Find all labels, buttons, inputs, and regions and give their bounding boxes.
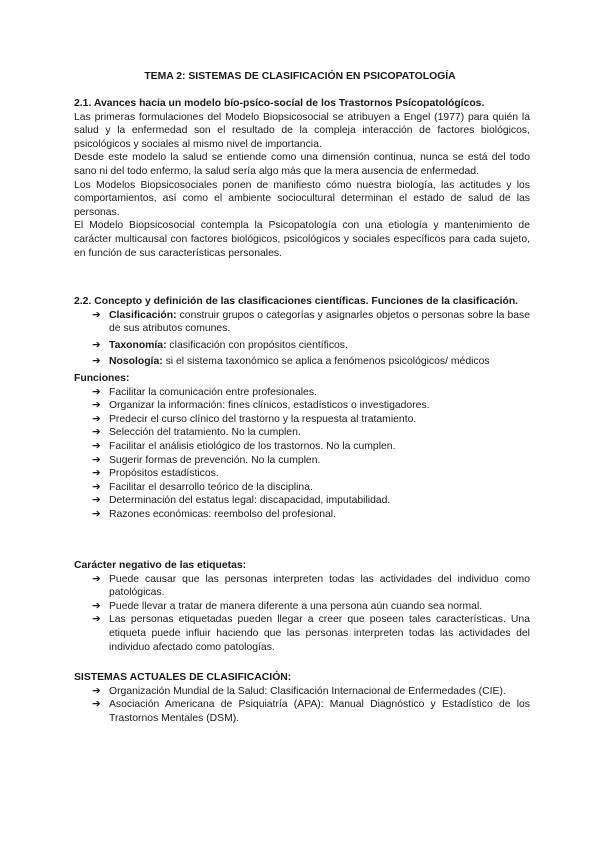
list-item bbox=[92, 339, 530, 353]
arrow-icon: ➔ bbox=[92, 440, 101, 452]
paragraph: El Modelo Biopsicosocial contempla la Psicopatología con una etiología y mantenimiento de carácter multicausal con factores biológicos, psicológicos y sociales específicos para cada sujeto, en función de sus características personales. bbox=[74, 220, 530, 259]
list-item bbox=[92, 698, 530, 725]
list-item-text: Facilitar el desarrollo teórico de la disciplina. bbox=[109, 481, 313, 493]
arrow-icon: ➔ bbox=[92, 339, 101, 351]
list-item-text: Organización Mundial de la Salud: Clasificación Internacional de Enfermedades (CIE). bbox=[109, 685, 506, 697]
list-item-text: Organizar la información: fines clínicos, estadísticos o investigadores. bbox=[109, 400, 430, 412]
list-item bbox=[92, 508, 530, 522]
arrow-icon: ➔ bbox=[92, 699, 101, 711]
arrow-icon: ➔ bbox=[92, 600, 101, 612]
section-2-1-heading: 2.1. Avances hacia un modelo bío-psíco-socíal de los Trastornos Psícopatológícos. bbox=[74, 98, 485, 109]
list-item bbox=[92, 467, 530, 481]
section-current-systems bbox=[74, 671, 530, 725]
definition-text: construir grupos o categorías y asignarles objetos o personas sobre la base de sus atributos comunes. bbox=[109, 309, 530, 335]
arrow-icon: ➔ bbox=[92, 386, 101, 398]
arrow-icon: ➔ bbox=[92, 614, 101, 626]
list-item bbox=[92, 355, 530, 369]
list-item-text: Puede causar que las personas interpreten todas las actividades del individuo como patológicas. bbox=[109, 573, 530, 599]
list-item-text: Asociación Americana de Psiquiatría (APA): Manual Diagnóstico y Estadístico de los Trastornos Mentales (DSM). bbox=[109, 699, 530, 724]
arrow-icon: ➔ bbox=[92, 413, 101, 425]
negative-labels-heading: Carácter negativo de las etiquetas: bbox=[74, 560, 247, 571]
list-item bbox=[92, 685, 530, 699]
arrow-icon: ➔ bbox=[92, 427, 101, 439]
arrow-icon: ➔ bbox=[92, 400, 101, 412]
negative-labels-list bbox=[74, 573, 530, 655]
definition-term: Clasificación: bbox=[109, 309, 177, 321]
list-item bbox=[92, 600, 530, 614]
arrow-icon: ➔ bbox=[92, 309, 101, 321]
list-item-text: Determinación del estatus legal: discapacidad, imputabilidad. bbox=[109, 495, 391, 507]
functions-heading: Funciones: bbox=[74, 372, 130, 384]
paragraph: Desde este modelo la salud se entiende como una dimensión continua, nunca se está del todo sano ni del todo enfermo, la salud sería algo más que la mera ausencia de enfermedad. bbox=[74, 152, 530, 177]
section-2-2-heading: 2.2. Concepto y definición de las clasificaciones científicas. Funciones de la clasificación. bbox=[74, 296, 519, 307]
list-item-text: Facilitar el análisis etiológico de los trastornos. No la cumplen. bbox=[109, 440, 396, 452]
paragraph: Los Modelos Biopsicosociales ponen de manifiesto cómo nuestra biología, las actitudes y los comportamientos, así como el ambiente sociocultural determinan el estado de salud de las personas. bbox=[74, 179, 530, 218]
list-item bbox=[92, 613, 530, 654]
list-item bbox=[92, 309, 530, 336]
arrow-icon: ➔ bbox=[92, 508, 101, 520]
section-negative-labels bbox=[74, 559, 530, 654]
definition-term: Nosología: bbox=[109, 356, 163, 368]
list-item bbox=[92, 426, 530, 440]
list-item bbox=[92, 386, 530, 400]
arrow-icon: ➔ bbox=[92, 356, 101, 368]
arrow-icon: ➔ bbox=[92, 495, 101, 507]
functions-list bbox=[74, 386, 530, 522]
list-item-text: Propósitos estadísticos. bbox=[109, 468, 219, 480]
definitions-list bbox=[74, 309, 530, 369]
list-item-text: Razones económicas: reembolso del profesional. bbox=[109, 508, 336, 520]
definition-text: si el sistema taxonómico se aplica a fenómenos psicológicos/ médicos bbox=[162, 356, 490, 368]
list-item-text: Facilitar la comunicación entre profesionales. bbox=[109, 386, 317, 398]
document-title: TEMA 2: SISTEMAS DE CLASIFICACIÓN EN PSICOPATOLOGÍA bbox=[144, 71, 456, 82]
list-item bbox=[92, 494, 530, 508]
list-item-text: Selección del tratamiento. No la cumplen. bbox=[109, 427, 301, 439]
arrow-icon: ➔ bbox=[92, 454, 101, 466]
arrow-icon: ➔ bbox=[92, 573, 101, 585]
list-item bbox=[92, 481, 530, 495]
arrow-icon: ➔ bbox=[92, 481, 101, 493]
current-systems-heading: SISTEMAS ACTUALES DE CLASIFICACIÓN: bbox=[74, 672, 292, 683]
definition-term: Taxonomía: bbox=[109, 339, 167, 351]
list-item bbox=[92, 399, 530, 413]
list-item-text: Predecir el curso clínico del trastorno y la respuesta al tratamiento. bbox=[109, 413, 417, 425]
definition-text: clasificación con propósitos científicos. bbox=[166, 339, 348, 351]
section-2-1 bbox=[74, 97, 530, 260]
section-2-2 bbox=[74, 295, 530, 522]
list-item-text: Sugerir formas de prevención. No la cumplen. bbox=[109, 454, 321, 466]
list-item bbox=[92, 413, 530, 427]
list-item bbox=[92, 454, 530, 468]
arrow-icon: ➔ bbox=[92, 685, 101, 697]
list-item bbox=[92, 440, 530, 454]
paragraph: Las primeras formulaciones del Modelo Biopsicosocial se atribuyen a Engel (1977) para quién la salud y la enfermedad son el resultado de la compleja interacción de factores biológicos, psicológicos y sociales al mismo nivel de importancia. bbox=[74, 111, 530, 150]
list-item-text: Las personas etiquetadas pueden llegar a creer que poseen tales características. Una etiqueta puede influir haciendo que las personas interpreten todas las actividades del individuo afectado como patologías. bbox=[109, 614, 530, 653]
list-item bbox=[92, 573, 530, 600]
arrow-icon: ➔ bbox=[92, 468, 101, 480]
list-item-text: Puede llevar a tratar de manera diferente a una persona aún cuando sea normal. bbox=[109, 600, 483, 612]
current-systems-list bbox=[74, 685, 530, 726]
